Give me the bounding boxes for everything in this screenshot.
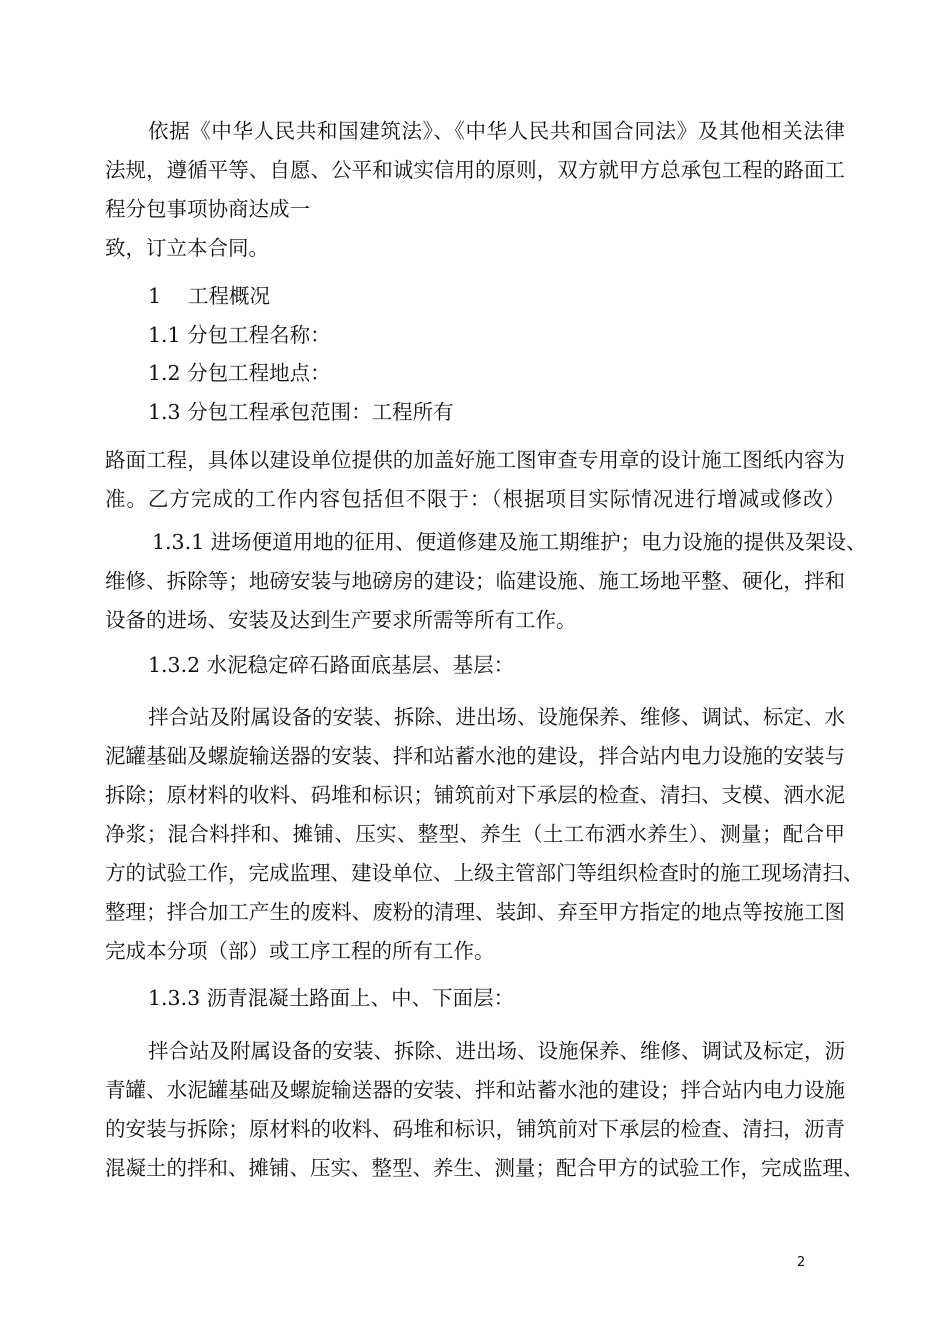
section-heading: 1 工程概况 — [148, 284, 271, 308]
text-line: 维修、拆除等；地磅安装与地磅房的建设；临建设施、施工场地平整、硬化，拌和 — [105, 569, 845, 593]
text-line: 依据《中华人民共和国建筑法》、《中华人民共和国合同法》及其他相关法律 — [148, 119, 845, 143]
text-line: 方的试验工作，完成监理、建设单位、上级主管部门等组织检查时的施工现场清扫、 — [105, 861, 864, 885]
text-line: 准。乙方完成的工作内容包括但不限于：（根据项目实际情况进行增减或修改） — [105, 487, 845, 511]
text-line: 法规，遵循平等、自愿、公平和诚实信用的原则，双方就甲方总承包工程的路面工 — [105, 158, 845, 182]
subsection-heading: 1.3 分包工程承包范围：工程所有 — [148, 400, 454, 424]
subsection-heading: 1.1 分包工程名称： — [148, 323, 331, 347]
text-line: 路面工程，具体以建设单位提供的加盖好施工图审查专用章的设计施工图纸内容为 — [105, 448, 845, 472]
text-line: 的安装与拆除；原材料的收料、码堆和标识，铺筑前对下承层的检查、清扫，沥青 — [105, 1117, 845, 1141]
text-line: 致，订立本合同。 — [105, 236, 269, 260]
subsection-heading: 1.2 分包工程地点： — [148, 361, 331, 385]
page-number: 2 — [797, 1255, 806, 1270]
text-line: 净浆；混合料拌和、摊铺、压实、整型、养生（土工布洒水养生）、测量；配合甲 — [105, 822, 845, 846]
subsection-heading: 1.3.3 沥青混凝土路面上、中、下面层： — [148, 986, 515, 1010]
text-line: 拌合站及附属设备的安装、拆除、进出场、设施保养、维修、调试及标定，沥 — [148, 1039, 845, 1063]
text-line: 程分包事项协商达成一 — [105, 197, 310, 221]
subsection-heading: 1.3.2 水泥稳定碎石路面底基层、基层： — [148, 653, 515, 677]
text-line: 1.3.1 进场便道用地的征用、便道修建及施工期维护；电力设施的提供及架设、 — [152, 530, 867, 554]
text-line: 泥罐基础及螺旋输送器的安装、拌和站蓄水池的建设，拌合站内电力设施的安装与 — [105, 744, 845, 768]
text-line: 拆除；原材料的收料、码堆和标识；铺筑前对下承层的检查、清扫、支模、洒水泥 — [105, 783, 845, 807]
text-line: 拌合站及附属设备的安装、拆除、进出场、设施保养、维修、调试、标定、水 — [148, 705, 845, 729]
text-line: 青罐、水泥罐基础及螺旋输送器的安装、拌和站蓄水池的建设；拌合站内电力设施 — [105, 1078, 845, 1102]
text-line: 混凝土的拌和、摊铺、压实、整型、养生、测量；配合甲方的试验工作，完成监理、 — [105, 1156, 864, 1180]
text-line: 整理；拌合加工产生的废料、废粉的清理、装卸、弃至甲方指定的地点等按施工图 — [105, 900, 845, 924]
text-line: 设备的进场、安装及达到生产要求所需等所有工作。 — [105, 608, 577, 632]
text-line: 完成本分项（部）或工序工程的所有工作。 — [105, 939, 495, 963]
